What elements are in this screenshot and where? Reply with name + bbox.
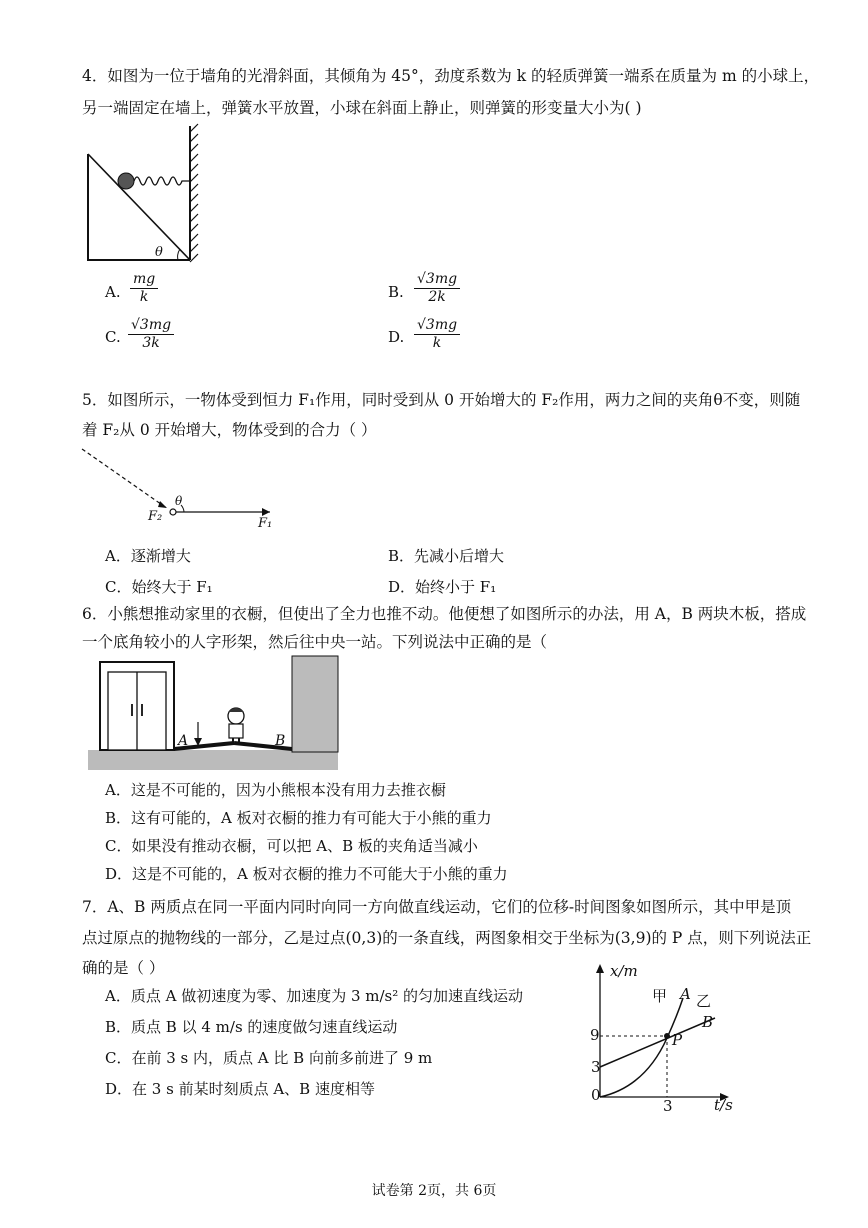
q7-graph-label-jia: 甲 xyxy=(652,987,668,1005)
q5-option-c: C．始终大于 F₁ xyxy=(105,578,213,596)
q5-theta-label: θ xyxy=(175,494,183,508)
q6-stem-line1: 6．小熊想推动家里的衣橱，但使出了全力也推不动。他便想了如图所示的办法，用 A，B 两块木板，搭成 xyxy=(82,605,807,623)
q4-option-c-numerator: √3mg xyxy=(128,317,174,335)
q6-figure-wardrobe xyxy=(88,654,338,770)
q4-option-d-numerator: √3mg xyxy=(414,317,460,335)
q7-stem-line2: 点过原点的抛物线的一部分，乙是过点(0,3)的一条直线，两图象相交于坐标为(3,9)的 P 点，则下列说法正 xyxy=(82,929,812,947)
q4-option-a-numerator: mg xyxy=(130,271,158,289)
q6-stem-line2: 一个底角较小的人字形架，然后往中央一站。下列说法中正确的是（ xyxy=(82,633,548,651)
q7-graph-ylabel: x/m xyxy=(610,962,638,980)
q5-f2-label: F₂ xyxy=(148,509,163,524)
q4-option-d-denominator: k xyxy=(432,335,442,351)
q7-stem-line1: 7．A、B 两质点在同一平面内同时向同一方向做直线运动，它们的位移-时间图象如图所示，其中甲是顶 xyxy=(82,898,792,916)
q4-option-b-numerator: √3mg xyxy=(414,271,460,289)
q4-stem-line1: 4．如图为一位于墙角的光滑斜面，其倾角为 45°，劲度系数为 k 的轻质弹簧一端系在质量为 m 的小球上， xyxy=(82,67,820,85)
q7-graph-tick-y3: 3 xyxy=(591,1058,601,1076)
q4-option-b-fraction xyxy=(414,271,460,306)
q4-angle-label: θ xyxy=(155,245,163,260)
q7-option-d: D．在 3 s 前某时刻质点 A、B 速度相等 xyxy=(105,1080,375,1098)
page-footer: 试卷第 2页，共 6页 xyxy=(371,1183,497,1199)
q5-option-a: A．逐渐增大 xyxy=(105,547,191,565)
q5-stem-line1: 5．如图所示，一物体受到恒力 F₁作用，同时受到从 0 开始增大的 F₂作用，两力之间的夹角θ不变，则随 xyxy=(82,391,801,409)
q4-stem-line2: 另一端固定在墙上，弹簧水平放置，小球在斜面上静止，则弹簧的形变量大小为( ) xyxy=(82,99,642,117)
q4-option-c-fraction xyxy=(128,317,174,352)
q7-graph-tick-y9: 9 xyxy=(590,1026,600,1044)
q5-force-diagram xyxy=(80,445,280,535)
q7-option-c: C．在前 3 s 内，质点 A 比 B 向前多前进了 9 m xyxy=(105,1049,433,1067)
q4-option-a-label: A. xyxy=(105,283,121,301)
q4-option-a-denominator: k xyxy=(139,289,149,305)
q7-stem-line3: 确的是（ ） xyxy=(82,959,165,977)
q4-option-c-label: C. xyxy=(105,328,121,346)
q7-graph-label-p: P xyxy=(672,1031,683,1049)
q6-option-a: A．这是不可能的，因为小熊根本没有用力去推衣橱 xyxy=(105,781,446,799)
q6-option-b: B．这有可能的，A 板对衣橱的推力有可能大于小熊的重力 xyxy=(105,809,492,827)
q7-graph-xlabel: t/s xyxy=(714,1096,733,1114)
q7-option-b: B．质点 B 以 4 m/s 的速度做匀速直线运动 xyxy=(105,1018,398,1036)
q5-option-b: B．先减小后增大 xyxy=(388,547,505,565)
q5-f1-label: F₁ xyxy=(258,516,273,531)
q6-option-c: C．如果没有推动衣橱，可以把 A、B 板的夹角适当减小 xyxy=(105,837,478,855)
q5-stem-line2: 着 F₂从 0 开始增大，物体受到的合力（ ） xyxy=(82,421,377,439)
q7-graph-label-yi: 乙 xyxy=(696,992,712,1010)
q7-graph-tick-x3: 3 xyxy=(663,1097,673,1115)
q4-option-d-label: D. xyxy=(388,328,405,346)
q6-option-d: D．这是不可能的，A 板对衣橱的推力不可能大于小熊的重力 xyxy=(105,865,508,883)
q6-board-a-label: A xyxy=(178,733,189,749)
q4-figure-incline xyxy=(80,118,215,268)
q4-option-b-denominator: 2k xyxy=(428,289,446,305)
q4-option-b-label: B. xyxy=(388,283,404,301)
q7-graph-origin: 0 xyxy=(591,1086,601,1104)
q7-graph-label-a: A xyxy=(680,985,691,1003)
q6-board-b-label: B xyxy=(275,733,286,749)
q4-option-c-denominator: 3k xyxy=(142,335,160,351)
q7-option-a: A．质点 A 做初速度为零、加速度为 3 m/s² 的匀加速直线运动 xyxy=(105,987,524,1005)
q7-graph-label-b: B xyxy=(702,1013,714,1031)
q4-option-d-fraction xyxy=(414,317,460,352)
q4-option-a-fraction xyxy=(130,271,158,306)
q5-option-d: D．始终小于 F₁ xyxy=(388,578,497,596)
